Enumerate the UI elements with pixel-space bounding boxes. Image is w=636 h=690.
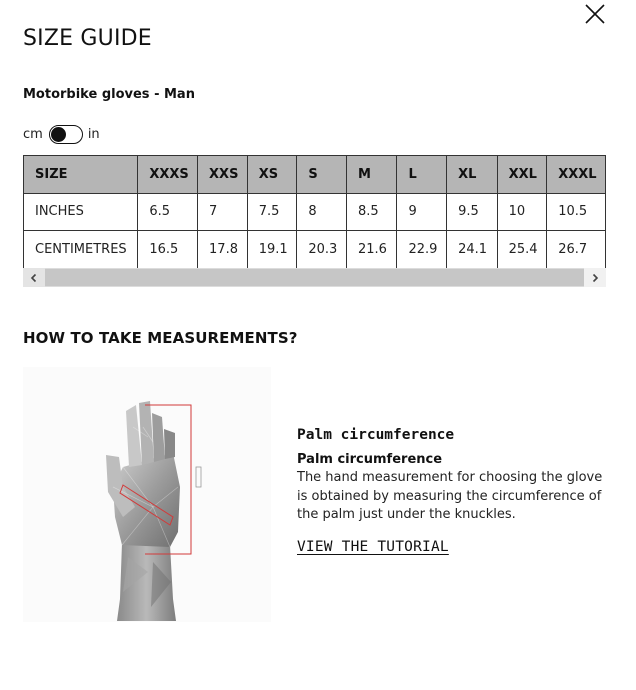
table-cell: 24.1 <box>447 231 498 268</box>
chevron-right-icon <box>590 273 600 283</box>
product-name: Motorbike gloves - Man <box>23 87 195 102</box>
size-header-cell: L <box>397 156 447 194</box>
table-cell: 7 <box>198 193 248 231</box>
unit-toggle[interactable] <box>49 125 83 144</box>
row-label: CENTIMETRES <box>24 231 138 268</box>
modal-title: SIZE GUIDE <box>23 26 152 51</box>
size-table-container[interactable] <box>23 155 606 268</box>
hand-measurement-illustration <box>23 367 271 622</box>
table-cell: 8.5 <box>346 193 397 231</box>
size-header-cell: XXS <box>198 156 248 194</box>
size-header-row <box>24 156 606 194</box>
size-header-cell: XXL <box>497 156 547 194</box>
table-row-inches <box>24 193 606 231</box>
table-cell: 7.5 <box>247 193 297 231</box>
size-header-label: SIZE <box>24 156 138 194</box>
table-cell: 20.3 <box>297 231 347 268</box>
size-table <box>23 155 606 268</box>
table-cell: 10 <box>497 193 547 231</box>
size-header-cell: XL <box>447 156 498 194</box>
table-cell: 8 <box>297 193 347 231</box>
size-header-cell: S <box>297 156 347 194</box>
unit-label-in: in <box>87 126 100 142</box>
close-button[interactable] <box>583 2 607 26</box>
table-cell: 10.5 <box>547 193 606 231</box>
table-cell: 21.6 <box>346 231 397 268</box>
chevron-left-icon <box>29 273 39 283</box>
size-header-cell: XXXL <box>547 156 606 194</box>
table-cell: 9 <box>397 193 447 231</box>
table-cell: 22.9 <box>397 231 447 268</box>
measurement-description: The hand measurement for choosing the glove is obtained by measuring the circumference of the palm just under the knuckles. <box>297 470 603 522</box>
view-tutorial-link[interactable]: VIEW THE TUTORIAL <box>297 539 449 555</box>
close-icon <box>583 2 607 26</box>
table-cell: 25.4 <box>497 231 547 268</box>
table-cell: 16.5 <box>138 231 198 268</box>
table-cell: 6.5 <box>138 193 198 231</box>
measurements-heading: HOW TO TAKE MEASUREMENTS? <box>23 329 298 347</box>
scroll-left-button[interactable] <box>23 268 45 287</box>
table-cell: 26.7 <box>547 231 606 268</box>
scroll-right-button[interactable] <box>584 268 606 287</box>
size-header-cell: M <box>346 156 397 194</box>
size-header-cell: XXXS <box>138 156 198 194</box>
row-label: INCHES <box>24 193 138 231</box>
table-cell: 9.5 <box>447 193 498 231</box>
toggle-knob <box>51 127 66 142</box>
table-row-centimetres <box>24 231 606 268</box>
measurement-title: Palm circumference <box>297 427 455 443</box>
table-cell: 17.8 <box>198 231 248 268</box>
size-header-cell: XS <box>247 156 297 194</box>
unit-toggle-row <box>23 124 100 144</box>
unit-label-cm: cm <box>23 126 43 142</box>
table-cell: 19.1 <box>247 231 297 268</box>
measurement-subtitle: Palm circumference <box>297 452 443 467</box>
table-scrollbar[interactable] <box>23 268 606 287</box>
scroll-thumb[interactable] <box>45 269 585 286</box>
